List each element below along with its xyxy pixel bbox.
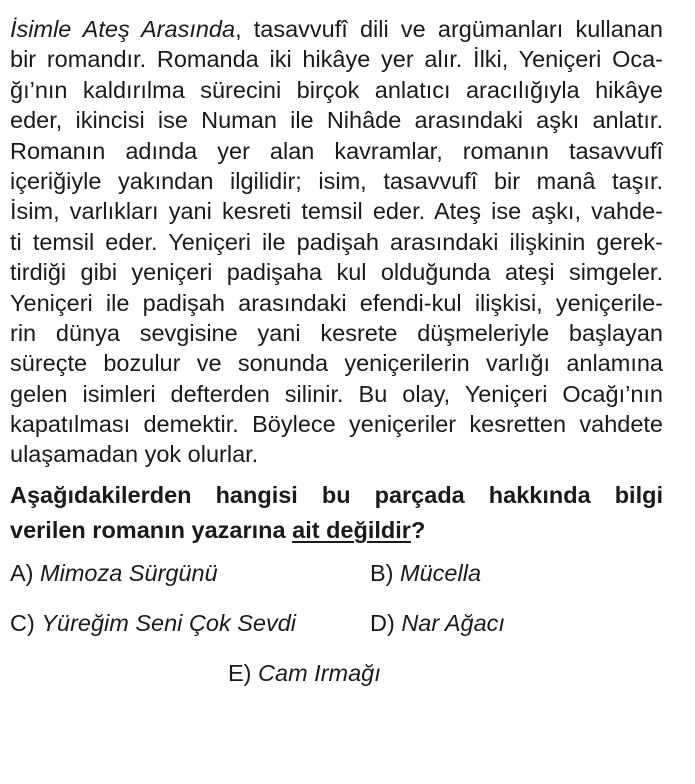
passage-line-1: İsimle Ateş Arasında, tasavvufî dili ve argümanları kullanan	[10, 16, 663, 42]
passage-line-14: kapatılması demektir. Böylece yeniçeriler kesretten vahdete	[10, 411, 663, 438]
options-row-3	[10, 658, 685, 708]
passage	[10, 14, 685, 470]
passage-line-4: eder, ikincisi ise Numan ile Nihâde arasındaki aşkı anlatır.	[10, 107, 663, 134]
question-stem	[10, 478, 685, 548]
passage-line-6: içeriğiyle yakından ilgilidir; isim, tasavvufî bir manâ taşır.	[10, 167, 663, 194]
passage-line-8: ti temsil eder. Yeniçeri ile padişah arasındaki ilişkinin gerek-	[10, 228, 663, 255]
option-c[interactable]: C) Yüreğim Seni Çok Sevdi	[10, 609, 297, 636]
option-b[interactable]: B) Mücella	[370, 559, 482, 586]
underlined-phrase: ait değildir	[292, 516, 411, 543]
answer-options	[10, 558, 685, 708]
passage-line-10: Yeniçeri ile padişah arasındaki efendi-kul ilişkisi, yeniçerile-	[10, 289, 663, 316]
passage-line-13: gelen isimleri defterden silinir. Bu olay, Yeniçeri Ocağı’nın	[10, 380, 663, 407]
option-d[interactable]: D) Nar Ağacı	[370, 609, 505, 636]
passage-line-12: süreçte bozulur ve sonunda yeniçerilerin varlığı anlamına	[10, 350, 663, 377]
options-row-2	[10, 608, 685, 658]
passage-line-9: tirdiği gibi yeniçeri padişaha kul olduğunda ateşi simgeler.	[10, 259, 663, 286]
passage-line-5: Romanın adında yer alan kavramlar, romanın tasavvufî	[10, 137, 663, 164]
question-line-1: Aşağıdakilerden hangisi bu parçada hakkında bilgi	[10, 481, 663, 508]
passage-line-3: ğı’nın kaldırılma sürecini birçok anlatıcı aracılığıyla hikâye	[10, 76, 663, 103]
passage-line-11: rin dünya sevgisine yani kesrete düşmeleriyle başlayan	[10, 319, 663, 346]
passage-line-2: bir romandır. Romanda iki hikâye yer alır. İlki, Yeniçeri Oca-	[10, 46, 663, 73]
options-row-1	[10, 558, 685, 608]
option-e[interactable]: E) Cam Irmağı	[228, 659, 381, 686]
option-a[interactable]: A) Mimoza Sürgünü	[10, 559, 218, 586]
passage-line-7: İsim, varlıkları yani kesreti temsil eder. Ateş ise aşkı, vahde-	[10, 198, 663, 225]
question-line-2: verilen romanın yazarına ait değildir?	[10, 516, 426, 543]
passage-line-15: ulaşamadan yok olurlar.	[10, 441, 259, 468]
novel-title: İsimle Ateş Arasında	[10, 16, 236, 42]
